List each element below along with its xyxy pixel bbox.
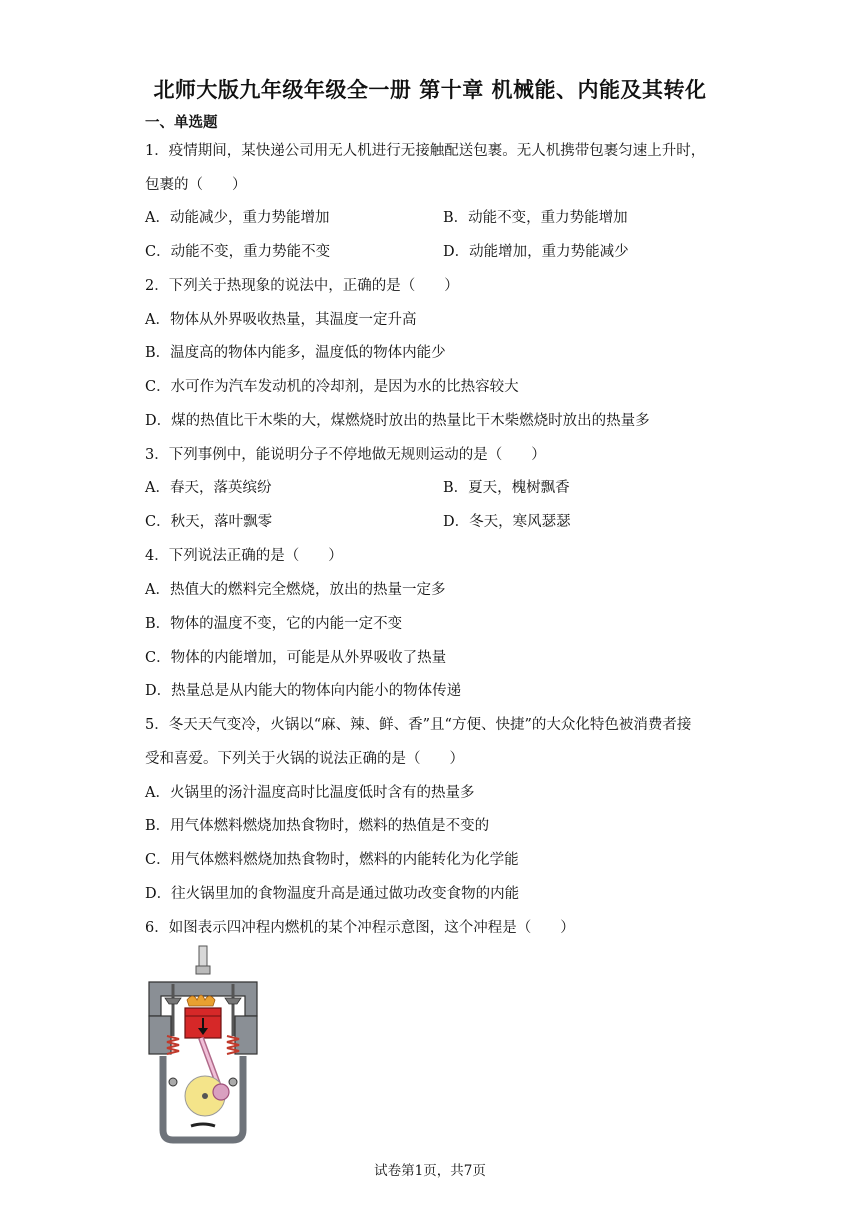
q1-option-d: D．动能增加，重力势能减少 <box>443 244 629 260</box>
q2-option-a: A．物体从外界吸收热量，其温度一定升高 <box>145 312 417 328</box>
document-title: 北师大版九年级年级全一册 第十章 机械能、内能及其转化 <box>153 78 707 102</box>
q2-option-c: C．水可作为汽车发动机的冷却剂，是因为水的比热容较大 <box>145 379 519 395</box>
q5-option-d: D．往火锅里加的食物温度升高是通过做功改变食物的内能 <box>145 886 520 902</box>
q5-stem-line1: 5．冬天天气变冷，火锅以“麻、辣、鲜、香”且“方便、快捷”的大众化特色被消费者接 <box>145 717 692 733</box>
q1-stem-line1: 1．疫情期间，某快递公司用无人机进行无接触配送包裹。无人机携带包裹匀速上升时， <box>145 143 706 159</box>
q5-option-c: C．用气体燃料燃烧加热食物时，燃料的内能转化为化学能 <box>145 852 519 868</box>
q6-stem: 6．如图表示四冲程内燃机的某个冲程示意图，这个冲程是（ ） <box>145 920 575 936</box>
q5-stem-line2: 受和喜爱。下列关于火锅的说法正确的是（ ） <box>145 751 464 767</box>
q1-option-b: B．动能不变，重力势能增加 <box>443 210 628 226</box>
q4-option-b: B．物体的温度不变，它的内能一定不变 <box>145 616 403 632</box>
q5-option-b: B．用气体燃料燃烧加热食物时，燃料的热值是不变的 <box>145 818 490 834</box>
q3-stem: 3．下列事例中，能说明分子不停地做无规则运动的是（ ） <box>145 447 546 463</box>
q3-option-a: A．春天，落英缤纷 <box>145 480 272 496</box>
q3-option-b: B．夏天，槐树飘香 <box>443 480 570 496</box>
q1-option-c: C．动能不变，重力势能不变 <box>145 244 331 260</box>
crankpin-icon <box>213 1084 229 1100</box>
q4-option-c: C．物体的内能增加，可能是从外界吸收了热量 <box>145 650 447 666</box>
spark-plug-icon <box>199 946 207 968</box>
page-footer: 试卷第1页，共7页 <box>374 1163 486 1179</box>
q4-option-d: D．热量总是从内能大的物体向内能小的物体传递 <box>145 683 462 699</box>
q5-option-a: A．火锅里的汤汁温度高时比温度低时含有的热量多 <box>145 785 475 801</box>
q4-stem: 4．下列说法正确的是（ ） <box>145 548 343 564</box>
q3-option-c: C．秋天，落叶飘零 <box>145 514 273 530</box>
q4-option-a: A．热值大的燃料完全燃烧，放出的热量一定多 <box>145 582 446 598</box>
flame-icon <box>187 995 215 1006</box>
q2-option-d: D．煤的热值比干木柴的大，煤燃烧时放出的热量比干木柴燃烧时放出的热量多 <box>145 413 650 429</box>
q2-option-b: B．温度高的物体内能多，温度低的物体内能少 <box>145 345 446 361</box>
section-heading: 一、单选题 <box>145 115 218 131</box>
q1-option-a: A．动能减少，重力势能增加 <box>145 210 330 226</box>
q3-option-d: D．冬天，寒风瑟瑟 <box>443 514 571 530</box>
engine-stroke-diagram <box>143 944 263 1144</box>
q1-stem-line2: 包裹的（ ） <box>145 177 247 193</box>
q2-stem: 2．下列关于热现象的说法中，正确的是（ ） <box>145 278 459 294</box>
